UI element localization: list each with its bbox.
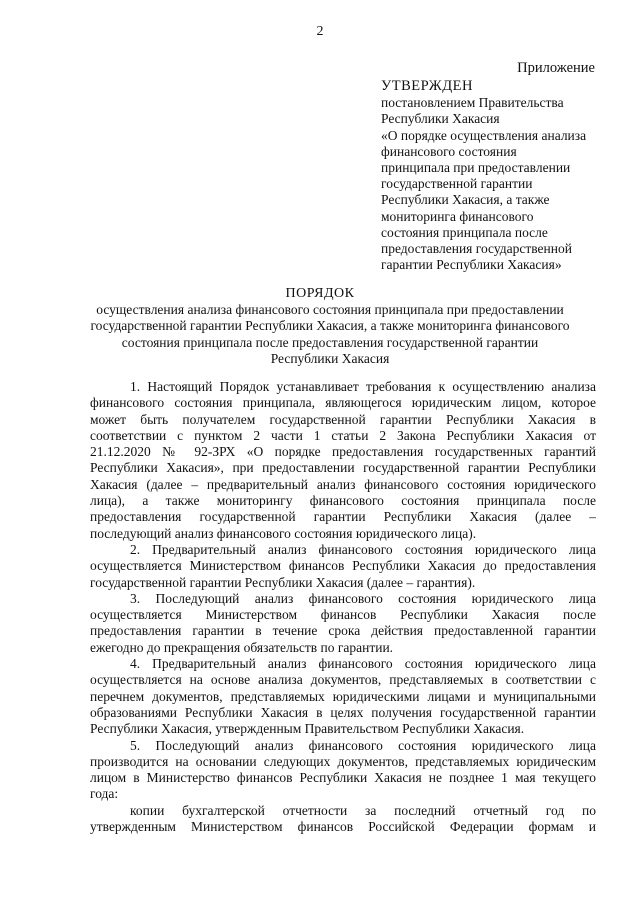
paragraph-line: 21.12.2020 № 92-ЗРХ «О порядке предоставления государственных гарантий xyxy=(90,444,596,460)
paragraph xyxy=(90,738,596,803)
paragraph-line: лица), а также мониторингу финансового состояния принципала после xyxy=(90,493,596,509)
paragraph xyxy=(90,656,596,737)
approval-line: «О порядке осуществления анализа xyxy=(381,127,587,143)
approval-line: мониторинга финансового xyxy=(381,208,534,224)
paragraph-line: предоставления гарантии в течение срока действия предоставленной гарантии xyxy=(90,623,596,639)
subtitle-line: Республики Хакасия xyxy=(270,350,390,366)
paragraph-line: может быть получателем государственной гарантии Республики Хакасия в xyxy=(90,411,596,427)
subtitle-line: состояния принципала после предоставления государственной гарантии xyxy=(121,334,539,350)
appendix-label: Приложение xyxy=(517,60,595,76)
paragraph-line: соответствии с пунктом 2 части 1 статьи 2 Закона Республики Хакасия от xyxy=(90,427,596,443)
approval-line: гарантии Республики Хакасия» xyxy=(381,257,562,273)
approval-line: финансового состояния xyxy=(381,143,517,159)
paragraph-line: государственной гарантии Республики Хакасия (далее – гарантия). xyxy=(90,574,476,590)
paragraph-line: осуществляется Министерством финансов Республики Хакасия до предоставления xyxy=(90,558,596,574)
paragraph-line: осуществляется на основе анализа документов, представляемых в соответствии с xyxy=(90,672,596,688)
approval-title: УТВЕРЖДЕН xyxy=(381,78,473,94)
document-heading: ПОРЯДОК xyxy=(285,286,355,301)
paragraph xyxy=(90,542,596,591)
approval-line: предоставления государственной xyxy=(381,241,572,257)
approval-line: состояния принципала после xyxy=(381,224,548,240)
paragraph-line: осуществляется Министерством финансов Республики Хакасия после xyxy=(90,607,596,623)
paragraph-line: Республики Хакасия, утвержденным Правительством Республики Хакасия. xyxy=(90,721,525,737)
subtitle-line: осуществления анализа финансового состояния принципала при предоставлении xyxy=(96,302,564,317)
paragraph-line: утвержденным Министерством финансов Российской Федерации формам и xyxy=(90,819,596,835)
paragraph-line: последующий анализ финансового состояния юридического лица). xyxy=(90,525,477,541)
paragraph-line: 4. Предварительный анализ финансового состояния юридического лица xyxy=(130,656,596,672)
paragraph-line: предоставления государственной гарантии Республики Хакасия (далее – xyxy=(90,509,596,525)
approval-block xyxy=(381,78,606,273)
approval-line: Республики Хакасия, а также xyxy=(381,192,550,208)
document-body xyxy=(90,379,596,835)
paragraph-line: года: xyxy=(90,786,119,802)
paragraph-line: 2. Предварительный анализ финансового состояния юридического лица xyxy=(130,541,596,557)
approval-line: Республики Хакасия xyxy=(381,111,500,127)
paragraph-line: ежегодно до прекращения обязательств по гарантии. xyxy=(90,639,394,655)
page-number: 2 xyxy=(316,24,324,39)
approval-line: государственной гарантии xyxy=(381,176,533,192)
subtitle-line: государственной гарантии Республики Хакасия, а также мониторинга финансового xyxy=(90,318,570,334)
paragraph xyxy=(90,591,596,656)
paragraph-line: копии бухгалтерской отчетности за последний отчетный год по xyxy=(130,802,596,818)
document-subtitle xyxy=(80,302,580,367)
approval-line: постановлением Правительства xyxy=(381,95,564,111)
paragraph-line: 5. Последующий анализ финансового состояния юридического лица xyxy=(130,737,596,753)
paragraph-line: производится на основании следующих документов, представляемых юридическим xyxy=(90,753,596,769)
paragraph-line: финансового состояния принципала, являющегося юридическим лицом, которое xyxy=(90,395,596,411)
paragraph-line: Хакасия (далее – предварительный анализ финансового состояния юридического xyxy=(90,476,596,492)
approval-line: принципала при предоставлении xyxy=(381,160,571,176)
paragraph-line: 1. Настоящий Порядок устанавливает требования к осуществлению анализа xyxy=(130,379,596,394)
paragraph xyxy=(90,803,596,836)
paragraph xyxy=(90,379,596,542)
paragraph-line: Республики Хакасия», при предоставлении государственной гарантии Республики xyxy=(90,460,596,476)
paragraph-line: перечнем документов, представляемых юридическими лицами и муниципальными xyxy=(90,688,596,704)
paragraph-line: 3. Последующий анализ финансового состояния юридического лица xyxy=(130,590,596,606)
paragraph-line: лицом в Министерство финансов Республики Хакасия не позднее 1 мая текущего xyxy=(90,770,596,786)
paragraph-line: образованиями Республики Хакасия в целях получения государственной гарантии xyxy=(90,704,596,720)
